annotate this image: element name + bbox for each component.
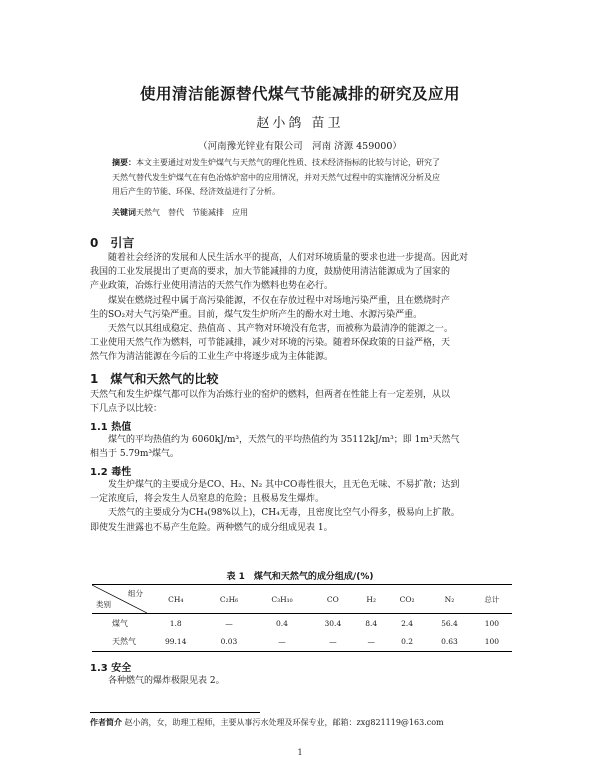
paper-title: 使用清洁能源替代煤气节能减排的研究及应用 (139, 85, 460, 103)
column-header: N₂ (444, 594, 455, 604)
paragraph-line: 工业使用天然气作为燃料，可节能减排，减少对环境的污染。随着环保政策的日益严格，天 (90, 338, 451, 349)
subsection-heading-toxicity: 1.2 毒性 (90, 467, 132, 478)
table-row (92, 633, 512, 652)
paragraph-line: 随着社会经济的发展和人民生活水平的提高，人们对环境质量的要求也进一步提高。因此对 (108, 253, 469, 263)
paragraph-line: 各种燃气的爆炸极限见表 2。 (108, 676, 225, 686)
table-cell: 0.63 (441, 637, 458, 647)
paragraph-line: 生的SO₂对大气污染严重。目前，煤气发生炉所产生的酚水对土地、水源污染严重。 (90, 309, 423, 320)
keywords-text: 天然气 替代 节能减排 应用 (136, 208, 248, 217)
paragraph-line: 下几点予以比较： (90, 404, 163, 415)
paragraph-line: 相当于 5.79m³煤气。 (90, 449, 180, 460)
safety-body (90, 674, 511, 688)
table-cell: — (367, 637, 375, 647)
paragraph-line: 我国的工业发展提出了更高的要求，加大节能减排的力度，鼓励使用清洁能源成为了国家的 (90, 267, 451, 278)
abstract-label: 摘要： (112, 158, 136, 167)
composition-table (92, 584, 512, 652)
author-affiliation: （河南豫光锌业有限公司 河南 济源 459000） (198, 141, 402, 152)
keywords-label: 关键词 (112, 208, 136, 217)
table-cell: 0.03 (220, 637, 238, 647)
abstract-line: 天然气替代发生炉煤气在有色冶炼炉窑中的应用情况，并对天然气过程中的实施情况分析及应 (112, 172, 440, 182)
table-cell: 2.4 (401, 618, 414, 628)
column-header: CO₂ (399, 594, 415, 604)
toxicity-body (90, 478, 511, 535)
column-header: C₂H₆ (219, 594, 239, 604)
table-cell: — (278, 637, 286, 647)
paragraph-line: 天然气和发生炉煤气都可以作为冶炼行业的窑炉的燃料，但两者在性能上有一定差别，从以 (90, 390, 451, 400)
table-cell: — (329, 637, 337, 647)
abstract (112, 156, 504, 200)
table-cell: 0.2 (401, 637, 414, 647)
column-header: H₂ (366, 594, 376, 604)
footnote-divider (90, 712, 260, 713)
keywords (112, 207, 248, 218)
author-names: 赵小鸽 苗卫 (256, 116, 344, 131)
table-cell: 100 (484, 618, 500, 628)
table-cell: 0.4 (276, 618, 288, 628)
footnote-text: 赵小鸽，女，助理工程师，主要从事污水处理及环保专业，邮箱：zxg821119@163.com (124, 718, 444, 727)
section-heading-comparison: 1 煤气和天然气的比较 (90, 372, 219, 386)
subsection-heading-safety: 1.3 安全 (90, 663, 132, 674)
paragraph-line: 煤炭在燃烧过程中属于高污染能源，不仅在存放过程中对场地污染严重，且在燃烧时产 (108, 295, 451, 306)
intro-body (90, 251, 511, 365)
row-label: 煤气 (112, 618, 128, 628)
row-label: 天然气 (112, 637, 136, 647)
table-cell: 99.14 (165, 637, 187, 647)
paragraph-line: 煤气的平均热值约为 6060kJ/m³，天然气的平均热值约为 35112kJ/m³；即 1m³天然气 (108, 435, 460, 445)
paragraph-line: 然气作为清洁能源在今后的工业生产中将逐步成为主体能源。 (90, 352, 334, 363)
table-cell: 100 (484, 637, 500, 647)
table-cell: 56.4 (441, 618, 458, 628)
abstract-line: 摘要：本文主要通过对发生炉煤气与天然气的理化性质、技术经济指标的比较与讨论，研究了 (112, 158, 440, 167)
abstract-line: 用后产生的节能、环保、经济效益进行了分析。 (112, 187, 280, 196)
subsection-heading-heat: 1.1 热值 (90, 422, 132, 433)
corner-label-component: 组分 (128, 589, 143, 598)
column-header: C₃H₁₀ (271, 594, 293, 604)
table-cell: 30.4 (324, 618, 342, 628)
section-heading-intro: 0 引言 (90, 236, 135, 250)
table-caption: 表 1 煤气和天然气的成分组成/(%) (226, 572, 374, 582)
paragraph-line: 即使发生泄露也不易产生危险。两种燃气的成分组成见表 1。 (90, 522, 333, 533)
column-header: CH₄ (168, 594, 184, 604)
paragraph-line: 发生炉煤气的主要成分是CO、H₂、N₂ 其中CO毒性很大，且无色无味、不易扩散；达到 (108, 480, 460, 490)
corner-label-category: 类别 (96, 600, 111, 609)
table-cell: 8.4 (365, 618, 378, 628)
table-cell: 1.8 (169, 618, 182, 628)
heat-body (90, 433, 511, 461)
comparison-body (90, 388, 511, 416)
paragraph-line: 一定浓度后，将会发生人员窒息的危险；且极易发生爆炸。 (90, 494, 325, 505)
footnote-label: 作者简介 (90, 718, 122, 727)
table-row (92, 614, 512, 633)
column-header: 总计 (484, 594, 500, 604)
table-cell: — (225, 618, 233, 628)
page-number: 1 (297, 748, 303, 757)
table-corner-cell (92, 585, 147, 614)
column-header: CO (326, 594, 339, 604)
author-footnote (90, 717, 444, 728)
paragraph-line: 天然气以其组成稳定、热值高 、其产物对环境没有危害，而被称为最清净的能源之一。 (108, 324, 453, 335)
paragraph-line: 天然气的主要成分为CH₄(98%以上)，CH₄无毒，且密度比空气小得多，极易向上扩散。 (108, 508, 460, 519)
paragraph-line: 产业政策，冶炼行业使用清洁的天然气作为燃料也势在必行。 (90, 281, 334, 292)
table-header-row (92, 585, 512, 614)
